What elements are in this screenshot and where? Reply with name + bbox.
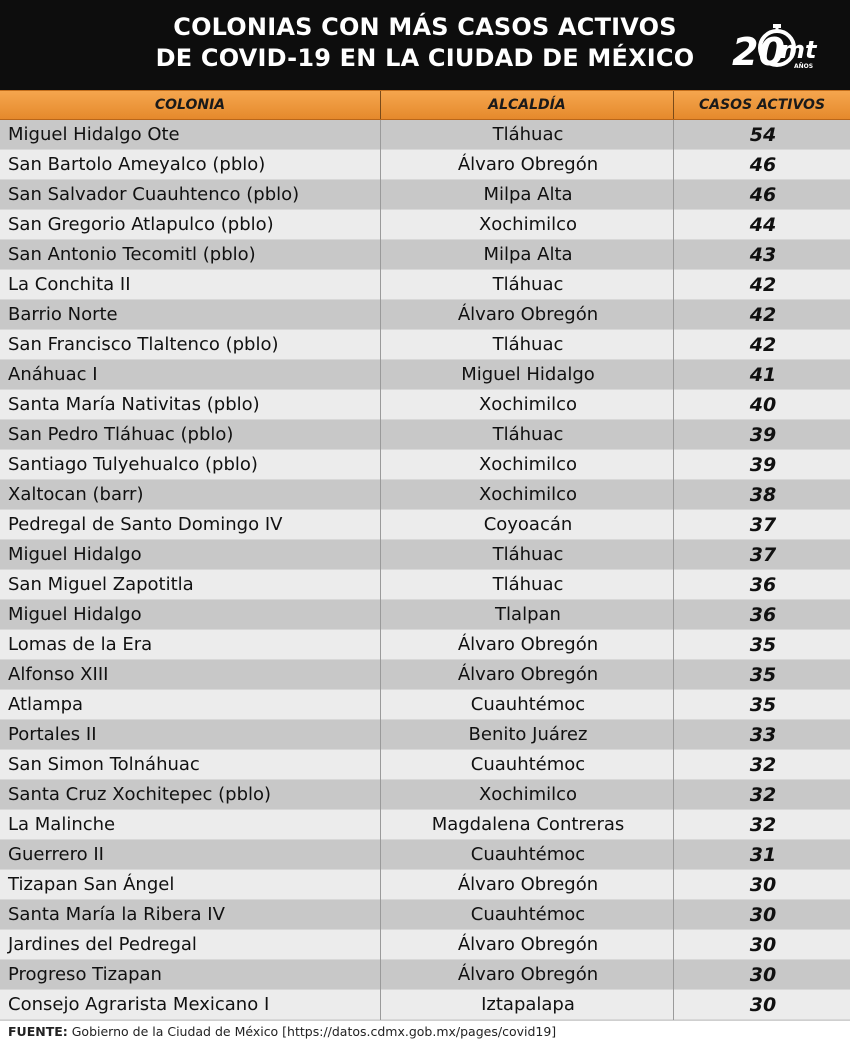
cell-colonia: Lomas de la Era bbox=[8, 634, 153, 655]
cell-casos-activos: 35 bbox=[749, 694, 777, 716]
cell-alcaldia: Álvaro Obregón bbox=[457, 934, 599, 955]
source-footer bbox=[0, 1020, 850, 1045]
table-row bbox=[0, 150, 850, 180]
stopwatch-crown bbox=[773, 24, 781, 28]
column-divider bbox=[673, 690, 674, 720]
column-divider bbox=[380, 120, 381, 150]
column-divider bbox=[380, 840, 381, 870]
cell-casos-activos: 46 bbox=[749, 184, 777, 206]
table-row bbox=[0, 630, 850, 660]
column-divider bbox=[673, 180, 674, 210]
cell-alcaldia: Tláhuac bbox=[492, 574, 564, 595]
column-divider bbox=[673, 930, 674, 960]
source-label: FUENTE: bbox=[8, 1024, 68, 1039]
cell-casos-activos: 37 bbox=[749, 514, 777, 536]
column-divider bbox=[380, 180, 381, 210]
table-row bbox=[0, 240, 850, 270]
cell-alcaldia: Coyoacán bbox=[483, 514, 573, 535]
column-divider bbox=[380, 990, 381, 1020]
column-divider bbox=[380, 210, 381, 240]
column-divider bbox=[673, 150, 674, 180]
table-row bbox=[0, 450, 850, 480]
cell-alcaldia: Tláhuac bbox=[492, 544, 564, 565]
column-divider bbox=[380, 810, 381, 840]
cell-colonia: Xaltocan (barr) bbox=[8, 484, 144, 505]
cell-casos-activos: 35 bbox=[749, 664, 777, 686]
cell-colonia: Santa Cruz Xochitepec (pblo) bbox=[8, 784, 272, 805]
cell-colonia: Santa María la Ribera IV bbox=[8, 904, 225, 925]
table-row bbox=[0, 330, 850, 360]
column-divider bbox=[673, 810, 674, 840]
column-divider bbox=[673, 600, 674, 630]
column-divider bbox=[380, 390, 381, 420]
cell-colonia: Alfonso XIII bbox=[8, 664, 109, 685]
cell-alcaldia: Cuauhtémoc bbox=[470, 904, 586, 925]
column-divider bbox=[380, 360, 381, 390]
column-divider bbox=[380, 300, 381, 330]
table-row bbox=[0, 690, 850, 720]
table-row bbox=[0, 720, 850, 750]
cell-casos-activos: 37 bbox=[749, 544, 777, 566]
table-row bbox=[0, 990, 850, 1020]
cell-alcaldia: Tláhuac bbox=[492, 274, 564, 295]
cell-colonia: Jardines del Pedregal bbox=[8, 934, 197, 955]
cell-colonia: Pedregal de Santo Domingo IV bbox=[8, 514, 283, 535]
cell-casos-activos: 33 bbox=[749, 724, 777, 746]
cell-casos-activos: 30 bbox=[749, 964, 777, 986]
cell-colonia: Anáhuac I bbox=[8, 364, 98, 385]
table-row bbox=[0, 180, 850, 210]
column-divider bbox=[380, 480, 381, 510]
cell-colonia: Miguel Hidalgo bbox=[8, 604, 142, 625]
source-text: Gobierno de la Ciudad de México [https://datos.cdmx.gob.mx/pages/covid19] bbox=[67, 1024, 557, 1039]
column-divider bbox=[380, 600, 381, 630]
cell-alcaldia: Xochimilco bbox=[478, 454, 578, 475]
cell-alcaldia: Xochimilco bbox=[478, 394, 578, 415]
cell-colonia: Barrio Norte bbox=[8, 304, 118, 325]
title-line-1: COLONIAS CON MÁS CASOS ACTIVOS bbox=[173, 13, 677, 41]
column-divider bbox=[673, 540, 674, 570]
table-row bbox=[0, 750, 850, 780]
cell-casos-activos: 35 bbox=[749, 634, 777, 656]
cell-alcaldia: Xochimilco bbox=[478, 484, 578, 505]
column-divider bbox=[673, 780, 674, 810]
title-line-2: DE COVID-19 EN LA CIUDAD DE MÉXICO bbox=[155, 44, 695, 72]
column-divider bbox=[380, 960, 381, 990]
cell-colonia: Santa María Nativitas (pblo) bbox=[8, 394, 260, 415]
column-divider bbox=[380, 450, 381, 480]
cell-alcaldia: Miguel Hidalgo bbox=[461, 364, 595, 385]
cell-colonia: La Malinche bbox=[8, 814, 116, 835]
table-row bbox=[0, 810, 850, 840]
column-divider bbox=[673, 510, 674, 540]
cell-alcaldia: Iztapalapa bbox=[481, 994, 575, 1015]
cell-colonia: Portales II bbox=[8, 724, 97, 745]
cell-alcaldia: Tlalpan bbox=[495, 604, 561, 625]
column-divider bbox=[673, 660, 674, 690]
cell-casos-activos: 39 bbox=[749, 424, 777, 446]
cell-casos-activos: 32 bbox=[749, 754, 777, 776]
cell-colonia: San Simon Tolnáhuac bbox=[8, 754, 200, 775]
cell-colonia: San Miguel Zapotitla bbox=[8, 574, 194, 595]
cell-casos-activos: 46 bbox=[749, 154, 777, 176]
table-body bbox=[0, 120, 850, 1020]
cell-colonia: San Gregorio Atlapulco (pblo) bbox=[8, 214, 274, 235]
cell-colonia: Atlampa bbox=[8, 694, 84, 715]
column-divider bbox=[673, 450, 674, 480]
cell-colonia: San Pedro Tláhuac (pblo) bbox=[8, 424, 234, 445]
cell-casos-activos: 30 bbox=[749, 904, 777, 926]
cell-casos-activos: 30 bbox=[749, 874, 777, 896]
column-divider bbox=[673, 960, 674, 990]
column-divider bbox=[673, 120, 674, 150]
cell-alcaldia: Cuauhtémoc bbox=[470, 754, 586, 775]
table-row bbox=[0, 870, 850, 900]
column-divider bbox=[380, 150, 381, 180]
column-divider bbox=[673, 210, 674, 240]
column-divider bbox=[673, 750, 674, 780]
cell-casos-activos: 36 bbox=[749, 574, 777, 596]
cell-casos-activos: 41 bbox=[749, 364, 777, 386]
cell-alcaldia: Xochimilco bbox=[478, 214, 578, 235]
column-divider bbox=[673, 840, 674, 870]
column-divider bbox=[673, 990, 674, 1020]
cell-alcaldia: Xochimilco bbox=[478, 784, 578, 805]
table-row bbox=[0, 960, 850, 990]
cell-casos-activos: 42 bbox=[749, 304, 777, 326]
title-banner bbox=[0, 0, 850, 90]
cell-casos-activos: 36 bbox=[749, 604, 777, 626]
cell-casos-activos: 42 bbox=[749, 334, 777, 356]
table-row bbox=[0, 300, 850, 330]
column-divider bbox=[673, 330, 674, 360]
column-divider bbox=[673, 720, 674, 750]
table-header bbox=[0, 90, 850, 120]
cell-casos-activos: 31 bbox=[749, 844, 777, 866]
column-header-colonia: COLONIA bbox=[154, 97, 226, 113]
table-row bbox=[0, 840, 850, 870]
cell-alcaldia: Álvaro Obregón bbox=[457, 634, 599, 655]
cell-colonia: Guerrero II bbox=[8, 844, 104, 865]
table-row bbox=[0, 360, 850, 390]
column-divider bbox=[673, 420, 674, 450]
column-divider bbox=[380, 330, 381, 360]
cell-alcaldia: Cuauhtémoc bbox=[470, 844, 586, 865]
cell-casos-activos: 30 bbox=[749, 994, 777, 1016]
cell-casos-activos: 32 bbox=[749, 814, 777, 836]
cell-alcaldia: Benito Juárez bbox=[468, 724, 588, 745]
column-divider bbox=[380, 690, 381, 720]
cell-alcaldia: Álvaro Obregón bbox=[457, 664, 599, 685]
column-divider bbox=[380, 750, 381, 780]
table-row bbox=[0, 600, 850, 630]
cell-colonia: Tizapan San Ángel bbox=[8, 874, 175, 895]
column-divider bbox=[673, 480, 674, 510]
column-divider bbox=[380, 630, 381, 660]
cell-casos-activos: 39 bbox=[749, 454, 777, 476]
cell-casos-activos: 54 bbox=[749, 124, 777, 146]
column-divider bbox=[673, 570, 674, 600]
cell-colonia: La Conchita II bbox=[8, 274, 131, 295]
cell-alcaldia: Tláhuac bbox=[492, 334, 564, 355]
column-divider bbox=[673, 240, 674, 270]
cell-colonia: Santiago Tulyehualco (pblo) bbox=[8, 454, 258, 475]
cell-colonia: San Salvador Cuauhtenco (pblo) bbox=[8, 184, 300, 205]
column-divider bbox=[673, 870, 674, 900]
cell-colonia: Progreso Tizapan bbox=[8, 964, 162, 985]
logo-number: 20 bbox=[732, 30, 785, 74]
cell-colonia: Consejo Agrarista Mexicano I bbox=[8, 994, 270, 1015]
column-divider bbox=[380, 870, 381, 900]
table-row bbox=[0, 120, 850, 150]
column-divider bbox=[673, 300, 674, 330]
column-divider bbox=[380, 900, 381, 930]
table-row bbox=[0, 210, 850, 240]
column-divider bbox=[380, 270, 381, 300]
table-row bbox=[0, 660, 850, 690]
column-divider bbox=[673, 900, 674, 930]
cell-casos-activos: 38 bbox=[749, 484, 777, 506]
column-divider bbox=[380, 240, 381, 270]
table-row bbox=[0, 390, 850, 420]
column-divider bbox=[380, 660, 381, 690]
cell-casos-activos: 44 bbox=[749, 214, 777, 236]
table-row bbox=[0, 930, 850, 960]
cell-casos-activos: 43 bbox=[749, 244, 777, 266]
column-divider bbox=[673, 270, 674, 300]
cell-alcaldia: Álvaro Obregón bbox=[457, 154, 599, 175]
column-divider bbox=[673, 630, 674, 660]
column-divider bbox=[380, 540, 381, 570]
table-row bbox=[0, 780, 850, 810]
cell-alcaldia: Cuauhtémoc bbox=[470, 694, 586, 715]
table-row bbox=[0, 900, 850, 930]
page-title bbox=[0, 12, 850, 74]
column-header-casos-activos: CASOS ACTIVOS bbox=[698, 97, 826, 113]
cell-alcaldia: Milpa Alta bbox=[483, 244, 573, 265]
cell-colonia: San Bartolo Ameyalco (pblo) bbox=[8, 154, 266, 175]
table-row bbox=[0, 270, 850, 300]
cell-alcaldia: Álvaro Obregón bbox=[457, 964, 599, 985]
cell-alcaldia: Tláhuac bbox=[492, 124, 564, 145]
column-divider bbox=[380, 720, 381, 750]
cell-colonia: San Antonio Tecomitl (pblo) bbox=[8, 244, 256, 265]
table-row bbox=[0, 570, 850, 600]
cell-casos-activos: 30 bbox=[749, 934, 777, 956]
table-row bbox=[0, 480, 850, 510]
cell-alcaldia: Álvaro Obregón bbox=[457, 304, 599, 325]
column-divider bbox=[673, 390, 674, 420]
column-divider bbox=[380, 510, 381, 540]
column-divider bbox=[673, 360, 674, 390]
column-divider bbox=[380, 780, 381, 810]
column-divider bbox=[380, 570, 381, 600]
cell-casos-activos: 42 bbox=[749, 274, 777, 296]
cell-casos-activos: 32 bbox=[749, 784, 777, 806]
table-row bbox=[0, 420, 850, 450]
table-row bbox=[0, 540, 850, 570]
cell-colonia: Miguel Hidalgo bbox=[8, 544, 142, 565]
cell-colonia: Miguel Hidalgo Ote bbox=[8, 124, 180, 145]
cell-colonia: San Francisco Tlaltenco (pblo) bbox=[8, 334, 279, 355]
cell-alcaldia: Tláhuac bbox=[492, 424, 564, 445]
column-divider bbox=[380, 930, 381, 960]
logo-letters: mt bbox=[780, 36, 817, 64]
cell-alcaldia: Milpa Alta bbox=[483, 184, 573, 205]
column-header-alcaldia: ALCALDÍA bbox=[488, 97, 566, 113]
cell-casos-activos: 40 bbox=[749, 394, 777, 416]
table-row bbox=[0, 510, 850, 540]
milenio-20-anos-logo bbox=[728, 18, 824, 74]
cell-alcaldia: Álvaro Obregón bbox=[457, 874, 599, 895]
cell-alcaldia: Magdalena Contreras bbox=[431, 814, 625, 835]
column-divider bbox=[380, 420, 381, 450]
logo-sub: AÑOS bbox=[794, 63, 814, 70]
